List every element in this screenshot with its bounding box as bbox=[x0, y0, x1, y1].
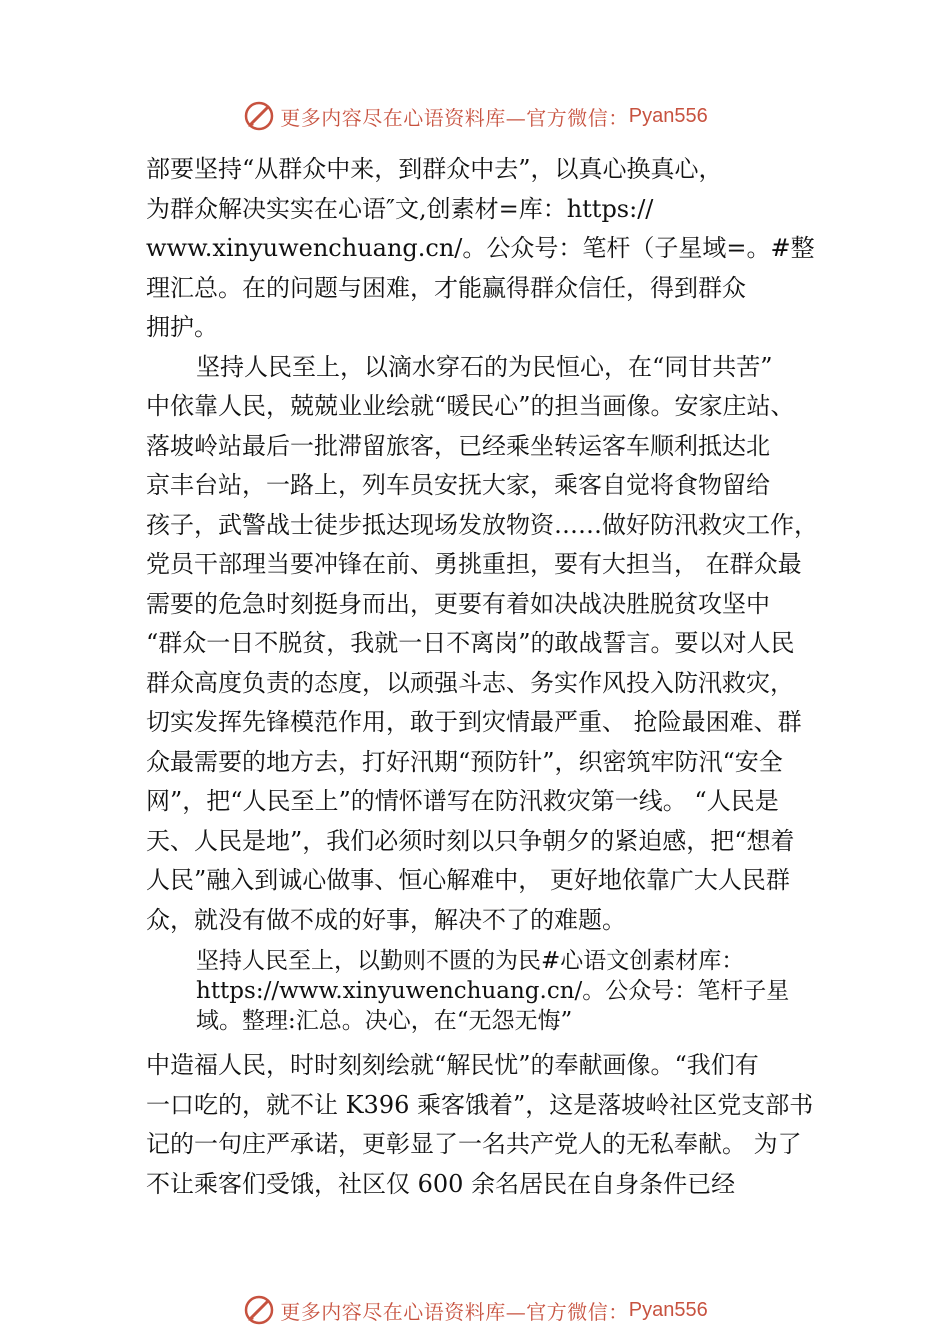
banner-text: 更多内容尽在心语资料库—官方微信： bbox=[280, 105, 629, 130]
body-line: 群众高度负责的态度，以顽强斗志、务实作风投入防汛救灾， bbox=[146, 668, 794, 697]
pen-logo-icon bbox=[242, 1293, 276, 1327]
pen-logo-icon bbox=[242, 99, 276, 133]
body-line: 中造福人民，时时刻刻绘就“解民忧”的奉献画像。“我们有 bbox=[146, 1051, 759, 1079]
body-line: 坚持人民至上，以勤则不匮的为民#心语文创素材库： bbox=[196, 948, 745, 974]
banner-wechat-id: Pyan556 bbox=[628, 104, 708, 127]
body-line: 京丰台站，一路上，列车员安抚大家，乘客自觉将食物留给 bbox=[146, 471, 770, 499]
body-line: 人民”融入到诚心做事、恒心解难中， 更好地依靠广大人民群 bbox=[146, 866, 790, 894]
body-line: 中依靠人民，兢兢业业绘就“暖民心”的担当画像。安家庄站、 bbox=[146, 392, 795, 420]
banner-text: 更多内容尽在心语资料库—官方微信： bbox=[280, 1299, 629, 1324]
body-line: 拥护。 bbox=[146, 313, 218, 341]
footer-banner bbox=[0, 1290, 950, 1330]
document-body bbox=[146, 150, 836, 1204]
body-line: “群众一日不脱贫，我就一日不离岗”的敢战誓言。要以对人民 bbox=[146, 629, 795, 657]
body-line: 理汇总。在的问题与困难，才能赢得群众信任，得到群众 bbox=[146, 273, 746, 302]
body-line: 天、人民是地”，我们必须时刻以只争朝夕的紧迫感，把“想着 bbox=[146, 826, 795, 855]
body-line: 部要坚持“从群众中来，到群众中去”，以真心换真心， bbox=[146, 155, 723, 183]
body-line: 坚持人民至上，以滴水穿石的为民恒心，在“同甘共苦” bbox=[196, 352, 773, 381]
body-line: 党员干部理当要冲锋在前、勇挑重担，要有大担当， 在群众最 bbox=[146, 550, 802, 578]
body-line: 域。整理:汇总。决心，在“无怨无悔” bbox=[196, 1008, 573, 1034]
body-line: 一口吃的，就不让 K396 乘客饿着”，这是落坡岭社区党支部书 bbox=[146, 1090, 814, 1119]
body-line: https://www.xinyuwenchuang.cn/。公众号：笔杆子星 bbox=[196, 978, 790, 1004]
body-line: 众最需要的地方去，打好汛期“预防针”，织密筑牢防汛“安全 bbox=[146, 747, 783, 776]
body-line: www.xinyuwenchuang.cn/。公众号：笔杆（子星域=。#整 bbox=[146, 234, 815, 262]
body-line: 切实发挥先锋模范作用，敢于到灾情最严重、 抢险最困难、群 bbox=[146, 708, 802, 736]
body-line: 落坡岭站最后一批滞留旅客，已经乘坐转运客车顺利抵达北 bbox=[146, 431, 770, 460]
banner-wechat-id: Pyan556 bbox=[628, 1298, 708, 1321]
body-line: 需要的危急时刻挺身而出，更要有着如决战决胜脱贫攻坚中 bbox=[146, 589, 770, 618]
body-line: 为群众解决实实在心语″文,创素材=库：https:// bbox=[146, 194, 654, 223]
header-banner bbox=[0, 96, 950, 136]
body-line: 孩子，武警战士徒步抵达现场发放物资……做好防汛救灾工作， bbox=[146, 510, 818, 539]
body-line: 众，就没有做不成的好事，解决不了的难题。 bbox=[146, 905, 626, 934]
body-line: 网”，把“人民至上”的情怀谱写在防汛救灾第一线。 “人民是 bbox=[146, 787, 779, 815]
body-line: 不让乘客们受饿，社区仅 600 余名居民在自身条件已经 bbox=[146, 1169, 736, 1198]
body-line: 记的一句庄严承诺，更彰显了一名共产党人的无私奉献。 为了 bbox=[146, 1130, 802, 1158]
